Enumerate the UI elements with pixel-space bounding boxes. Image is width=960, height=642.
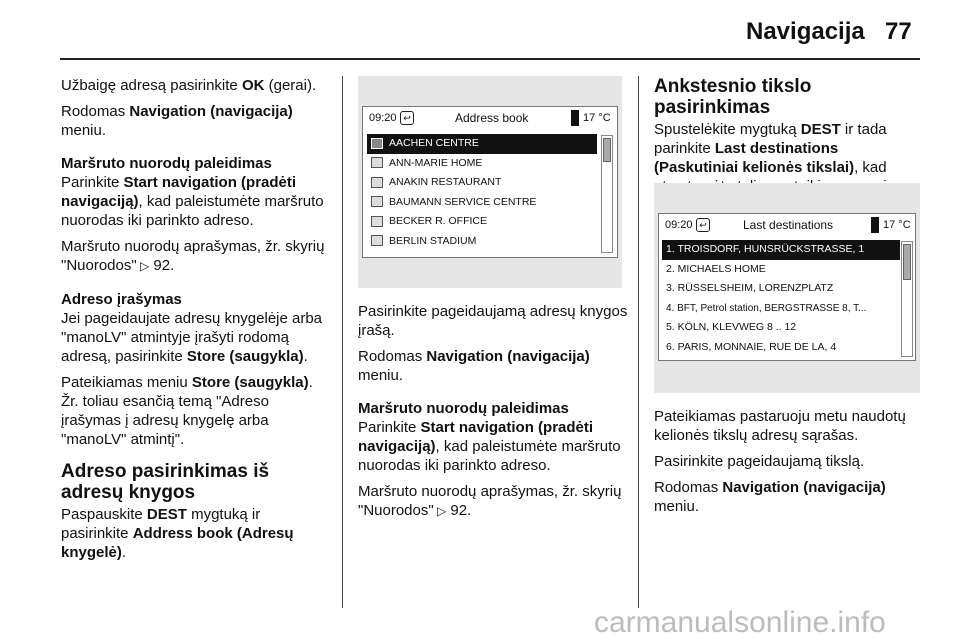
- list-item[interactable]: 5. KÖLN, KLEVWEG 8 .. 12: [666, 321, 797, 333]
- paragraph: Jei pageidaujate adresų knygelėje arba "manoLV" atmintyje įrašyti rodomą adresą, pasirinkite Store (saugykla).: [61, 310, 323, 365]
- screen-title: Last destinations: [743, 218, 834, 232]
- list-item[interactable]: AACHEN CENTRE: [367, 134, 597, 154]
- paragraph: Pasirinkite pageidaujamą tikslą.: [654, 453, 865, 470]
- paragraph: Pasirinkite pageidaujamą adresų knygos įrašą.: [358, 303, 628, 339]
- column-1: [61, 76, 331, 569]
- subheading: Adreso įrašymas: [61, 291, 182, 308]
- temperature: 17 °C: [583, 112, 611, 124]
- scrollbar[interactable]: [901, 241, 913, 357]
- back-icon: ↩: [400, 111, 414, 125]
- address-icon: [371, 235, 383, 246]
- list-item[interactable]: BECKER R. OFFICE: [367, 212, 597, 232]
- list-item[interactable]: 6. PARIS, MONNAIE, RUE DE LA, 4: [666, 340, 837, 353]
- paragraph: Rodomas Navigation (navigacija) meniu.: [358, 348, 590, 384]
- display-screen: [362, 106, 618, 258]
- temperature-icon: [871, 217, 879, 233]
- address-icon: [371, 216, 383, 227]
- paragraph: Pateikiamas meniu Store (saugykla). Žr. toliau esančią temą "Adreso įrašymas į adresų knygelę arba "manoLV" atmintį".: [61, 374, 313, 448]
- paragraph: Rodomas Navigation (navigacija) meniu.: [61, 103, 293, 139]
- address-icon: [371, 157, 383, 168]
- column-2: [358, 302, 628, 528]
- clock-time: 09:20: [665, 219, 693, 231]
- paragraph: Paspauskite DEST mygtuką ir pasirinkite Address book (Adresų knygelė).: [61, 506, 294, 561]
- list-item[interactable]: ANN-MARIE HOME: [367, 154, 597, 174]
- paragraph: Parinkite Start navigation (pradėti navigaciją), kad paleistumėte maršruto nuorodas iki parinkto adreso.: [358, 419, 621, 474]
- header-divider: [60, 58, 920, 60]
- column-3-lower: [654, 407, 924, 523]
- column-divider: [638, 76, 639, 608]
- back-icon: ↩: [696, 218, 710, 232]
- destination-list: [662, 240, 900, 357]
- screen-title: Address book: [455, 111, 529, 125]
- page-ref-icon: ▷: [433, 504, 447, 518]
- address-icon: [371, 138, 383, 149]
- paragraph: Užbaigę adresą pasirinkite OK (gerai).: [61, 77, 317, 94]
- column-divider: [342, 76, 343, 608]
- paragraph: Rodomas Navigation (navigacija) meniu.: [654, 479, 886, 515]
- list-item[interactable]: ANAKIN RESTAURANT: [367, 173, 597, 193]
- page-header: [0, 0, 960, 58]
- page-number: 77: [885, 18, 912, 45]
- list-item[interactable]: BERLIN STADIUM: [367, 232, 597, 252]
- subheading: Maršruto nuorodų paleidimas: [358, 400, 569, 417]
- address-list: [367, 134, 597, 251]
- scrollbar-thumb[interactable]: [603, 138, 611, 162]
- paragraph: Maršruto nuorodų aprašymas, žr. skyrių "Nuorodos" ▷ 92.: [61, 238, 325, 274]
- paragraph: Parinkite Start navigation (pradėti navigaciją), kad paleistumėte maršruto nuorodas iki parinkto adreso.: [61, 174, 324, 229]
- page-ref-icon: ▷: [136, 259, 150, 273]
- temperature-icon: [571, 110, 579, 126]
- list-item[interactable]: 4. BFT, Petrol station, BERGSTRASSE 8, T...: [666, 302, 867, 314]
- status-bar: [659, 214, 915, 236]
- list-item[interactable]: 2. MICHAELS HOME: [666, 262, 766, 275]
- temperature: 17 °C: [883, 219, 911, 231]
- list-item[interactable]: 3. RÜSSELSHEIM, LORENZPLATZ: [666, 282, 834, 294]
- status-bar: [363, 107, 617, 129]
- address-icon: [371, 177, 383, 188]
- list-item[interactable]: BAUMANN SERVICE CENTRE: [367, 193, 597, 213]
- screenshot-last-destinations: [654, 183, 920, 393]
- list-item[interactable]: 1. TROISDORF, HUNSRÜCKSTRASSE, 1: [662, 240, 900, 260]
- screenshot-address-book: [358, 76, 622, 288]
- scrollbar[interactable]: [601, 135, 613, 253]
- display-screen: [658, 213, 916, 361]
- watermark: carmanualsonline.info: [594, 606, 886, 639]
- paragraph: Spustelėkite mygtuką DEST ir tada parinkite Last destinations (Paskutiniai kelionės tikslai), kad: [654, 121, 887, 176]
- section-heading: Ankstesnio tikslo pasirinkimas: [654, 76, 812, 118]
- section-title: Navigacija: [746, 18, 865, 45]
- scrollbar-thumb[interactable]: [903, 244, 911, 280]
- clock-time: 09:20: [369, 112, 397, 124]
- section-heading: Adreso pasirinkimas iš adresų knygos: [61, 461, 270, 503]
- address-icon: [371, 196, 383, 207]
- paragraph: Pateikiamas pastaruoju metu naudotų kelionės tikslų adresų sąrašas.: [654, 408, 906, 444]
- subheading: Maršruto nuorodų paleidimas: [61, 155, 272, 172]
- paragraph: Maršruto nuorodų aprašymas, žr. skyrių "Nuorodos" ▷ 92.: [358, 483, 622, 519]
